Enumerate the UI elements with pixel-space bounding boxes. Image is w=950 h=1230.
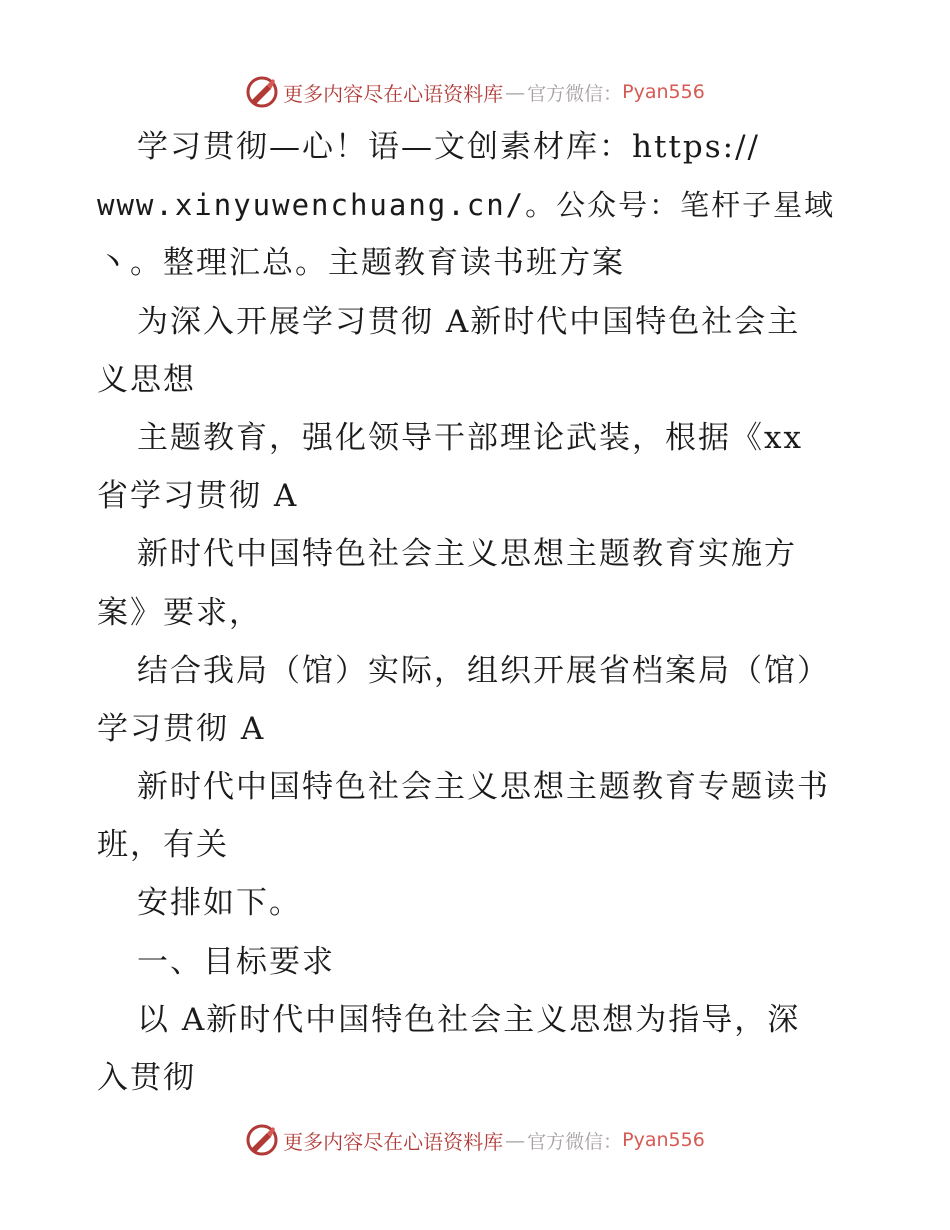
wechat-id: Pyan556 [622,1129,705,1151]
text-line: 主题教育，强化领导干部理论武装，根据《xx [137,419,803,456]
text-line: 学习贯彻—心！语—文创素材库：https:// [137,129,760,165]
text-line: 班，有关 [97,827,229,864]
section-heading: 一、目标要求 [137,943,335,980]
pen-logo-icon [245,1123,279,1157]
text-line: 安排如下。 [137,885,302,922]
watermark-text: 更多内容尽在心语资料库 [283,1129,504,1154]
text-line: 案》要求， [97,594,262,631]
text-line: www.xinyuwenchuang.cn/。公众号：笔杆子星域 [97,188,836,223]
text-line: 丶。整理汇总。主题教育读书班方案 [97,245,625,282]
watermark-dash: — [505,80,526,104]
document-body [97,118,887,1107]
text-line: 新时代中国特色社会主义思想主题教育实施方 [137,536,797,573]
watermark-text: 更多内容尽在心语资料库 [283,81,504,106]
wechat-label: 官方微信： [527,1130,623,1153]
text-line: 学习贯彻 A [97,710,266,747]
footer-watermark [0,1120,950,1160]
header-watermark [0,72,950,112]
text-line: 为深入开展学习贯彻 A新时代中国特色社会主 [137,303,801,340]
text-line: 以 A新时代中国特色社会主义思想为指导，深 [137,1001,801,1038]
text-line: 入贯彻 [97,1060,196,1096]
wechat-label: 官方微信： [527,82,623,105]
watermark-dash: — [505,1128,526,1152]
pen-logo-icon [245,75,279,109]
text-line: 义思想 [97,361,196,398]
text-line: 省学习贯彻 A [97,478,299,515]
text-line: 新时代中国特色社会主义思想主题教育专题读书 [137,769,830,806]
text-line: 结合我局（馆）实际，组织开展省档案局（馆） [137,652,830,689]
wechat-id: Pyan556 [622,81,705,103]
